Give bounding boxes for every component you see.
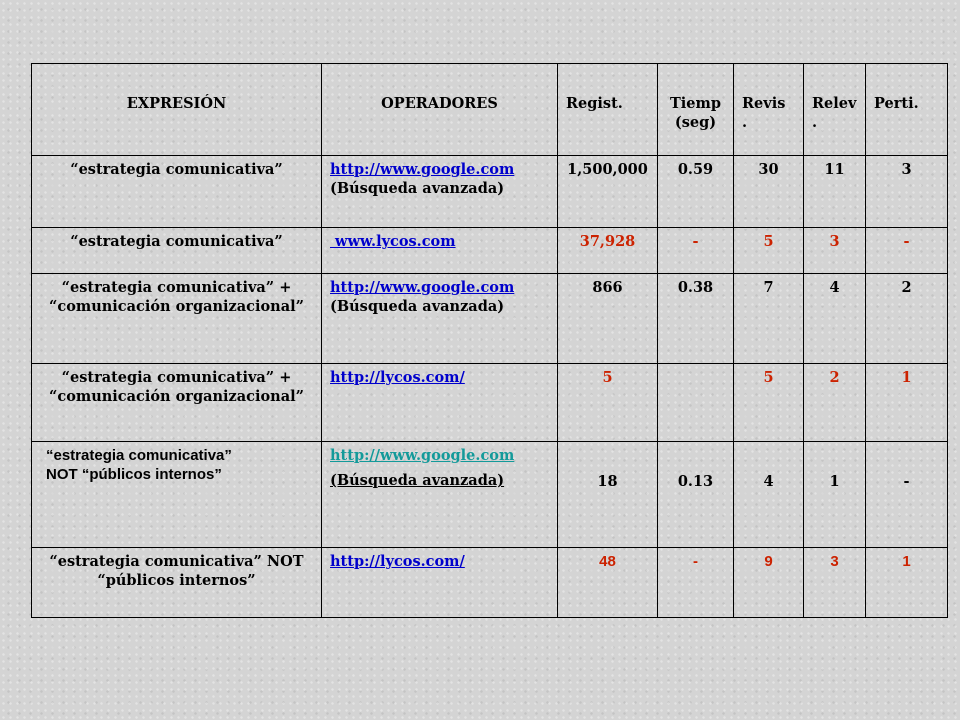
relev-cell: 1 [804,442,866,548]
regist-cell: 37,928 [558,228,658,274]
header-operadores: OPERADORES [322,64,558,156]
tiempo-cell: 0.38 [658,274,734,364]
expresion-cell [32,274,322,364]
operadores-cell [322,364,558,442]
perti-cell: 3 [866,156,948,228]
relev-cell: 11 [804,156,866,228]
revis-cell: 5 [734,364,804,442]
expresion-line: “comunicación organizacional” [49,388,304,405]
relev-cell: 3 [804,548,866,618]
expresion-line: “estrategia comunicativa” [46,447,232,464]
expresion-line: “estrategia comunicativa” NOT [49,553,304,570]
expresion-line: “estrategia comunicativa” + [61,369,292,386]
operadores-cell [322,156,558,228]
revis-cell: 5 [734,228,804,274]
search-note: (Búsqueda avanzada) [330,298,505,315]
expresion-line: NOT “públicos internos” [46,466,222,483]
table-row [32,228,948,274]
perti-cell: - [866,228,948,274]
regist-cell: 5 [558,364,658,442]
operadores-cell [322,548,558,618]
header-expresion: EXPRESIÓN [32,64,322,156]
tiempo-cell: 0.59 [658,156,734,228]
header-tiempo: Tiemp (seg) [658,64,734,156]
operadores-cell [322,274,558,364]
tiempo-cell [658,364,734,442]
results-table [31,63,948,618]
perti-cell: 1 [866,548,948,618]
google-link[interactable]: http://www.google.com [330,161,515,178]
expresion-cell: “estrategia comunicativa” [32,156,322,228]
lycos-link[interactable]: http://lycos.com/ [330,369,465,386]
revis-cell: 4 [734,442,804,548]
relev-cell: 2 [804,364,866,442]
table-row [32,548,948,618]
expresion-line: “públicos internos” [97,572,256,589]
regist-cell: 866 [558,274,658,364]
regist-cell: 18 [558,442,658,548]
header-perti: Perti. [866,64,948,156]
expresion-cell [32,364,322,442]
expresion-cell: “estrategia comunicativa” [32,228,322,274]
perti-cell: - [866,442,948,548]
search-note: (Búsqueda avanzada) [330,472,505,489]
table-row [32,274,948,364]
header-regist: Regist. [558,64,658,156]
relev-cell: 3 [804,228,866,274]
tiempo-cell: 0.13 [658,442,734,548]
revis-cell: 9 [734,548,804,618]
table-row [32,364,948,442]
perti-cell: 1 [866,364,948,442]
regist-cell: 48 [558,548,658,618]
header-revis: Revis . [734,64,804,156]
header-relev: Relev . [804,64,866,156]
table-row [32,156,948,228]
expresion-cell [32,548,322,618]
tiempo-cell: - [658,548,734,618]
tiempo-cell: - [658,228,734,274]
operadores-cell [322,442,558,548]
header-row [32,64,948,156]
search-note: (Búsqueda avanzada) [330,180,505,197]
lycos-link[interactable]: www.lycos.com [330,233,456,250]
perti-cell: 2 [866,274,948,364]
google-link[interactable]: http://www.google.com [330,279,515,296]
google-link[interactable]: http://www.google.com [330,447,515,464]
expresion-cell [32,442,322,548]
expresion-line: “estrategia comunicativa” + [61,279,292,296]
regist-cell: 1,500,000 [558,156,658,228]
operadores-cell [322,228,558,274]
expresion-line: “comunicación organizacional” [49,298,304,315]
lycos-link[interactable]: http://lycos.com/ [330,553,465,570]
revis-cell: 7 [734,274,804,364]
relev-cell: 4 [804,274,866,364]
table-row [32,442,948,548]
revis-cell: 30 [734,156,804,228]
